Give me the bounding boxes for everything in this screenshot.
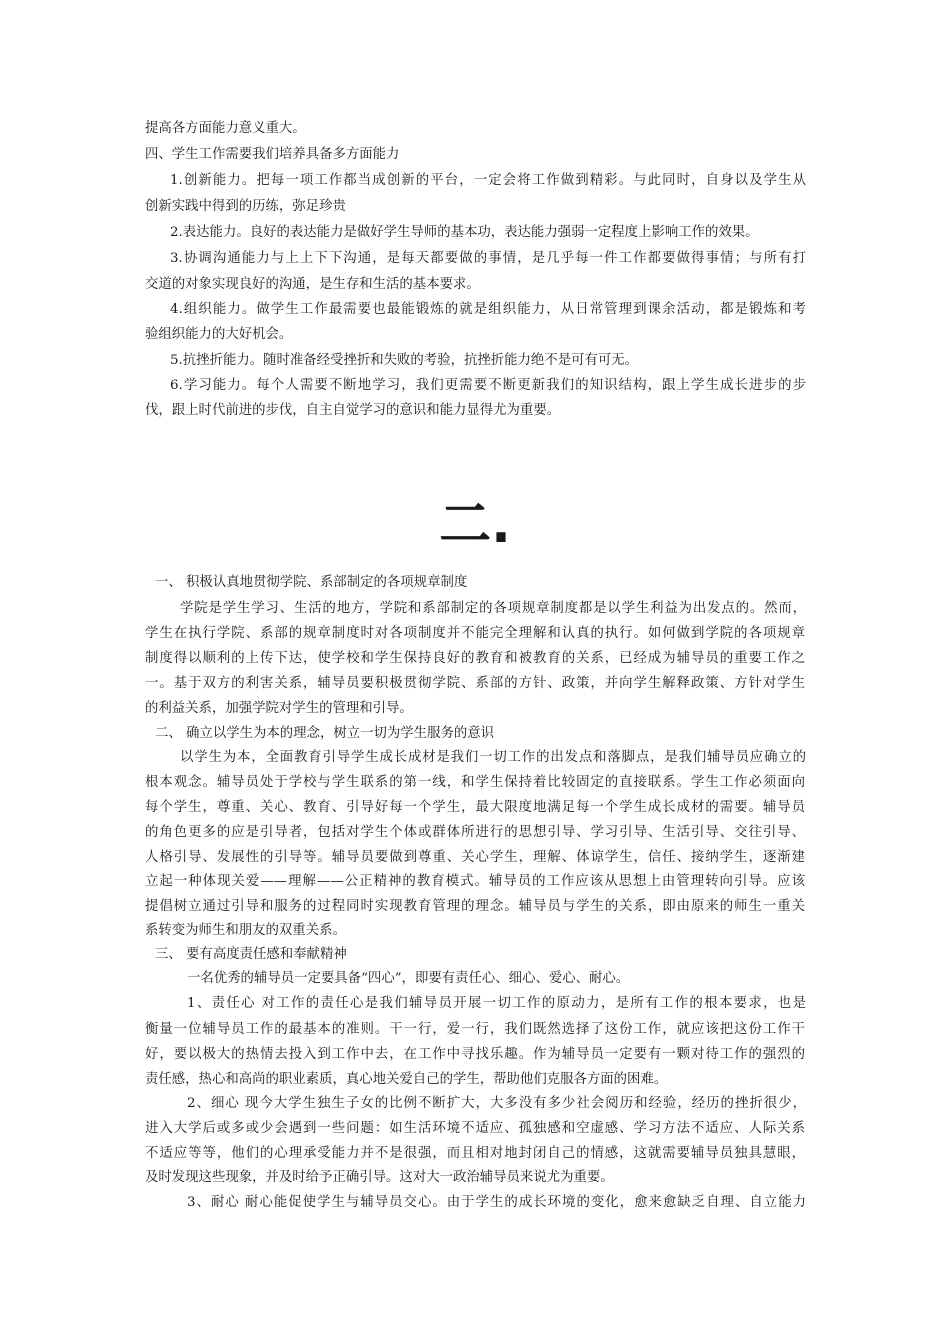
- text-line: 4.组织能力。做学生工作最需要也最能锻炼的就是组织能力，从日常管理到课余活动，都是锻炼和考: [170, 302, 806, 317]
- text-line: 每个学生，尊重、关心、教育、引导好每一个学生，最大限度地满足每一个学生成长成材的需要。辅导员: [145, 800, 805, 815]
- text-line: 3.协调沟通能力与上上下下沟通，是每天都要做的事情，是几乎每一件工作都要做得事情；与所有打: [170, 251, 806, 266]
- text-line: 责任感，热心和高尚的职业素质，真心地关爱自己的学生，帮助他们克服各方面的困难。: [145, 1072, 668, 1087]
- text-line: 学院是学生学习、生活的地方，学院和系部制定的各项规章制度都是以学生利益为出发点的。然而，: [180, 601, 806, 616]
- text-line: 交道的对象实现良好的沟通，是生存和生活的基本要求。: [145, 277, 480, 292]
- text-line: 2、细心 现今大学生独生子女的比例不断扩大，大多没有多少社会阅历和经验，经历的挫折很少，: [187, 1096, 806, 1111]
- section-heading: 四、学生工作需要我们培养具备多方面能力: [145, 147, 400, 162]
- text-line: 系转变为师生和朋友的双重关系。: [145, 923, 346, 938]
- text-line: 进入大学后或多或少会遇到一些问题：如生活环境不适应、孤独感和空虚感、学习方法不适应、人际关系: [145, 1121, 805, 1136]
- text-line: 不适应等等，他们的心理承受能力并不是很强，而且相对地封闭自己的情感，这就需要辅导员独具慧眼，: [145, 1146, 805, 1161]
- text-line: 一。基于双方的利害关系，辅导员要积极贯彻学院、系部的方针、政策，并向学生解释政策、方针对学生: [145, 676, 805, 691]
- text-line: 及时发现这些现象，并及时给予正确引导。这对大一政治辅导员来说尤为重要。: [145, 1170, 614, 1185]
- text-line: 一名优秀的辅导员一定要具备“四心”，即要有责任心、细心、爱心、耐心。: [187, 971, 630, 986]
- section-heading: 一、 积极认真地贯彻学院、系部制定的各项规章制度: [155, 575, 468, 590]
- text-line: 1、责任心 对工作的责任心是我们辅导员开展一切工作的原动力，是所有工作的根本要求，也是: [187, 996, 806, 1011]
- text-line: 的角色更多的应是引导者，包括对学生个体或群体所进行的思想引导、学习引导、生活引导、交往引导、: [145, 825, 805, 840]
- text-line: 提高各方面能力意义重大。: [145, 121, 306, 136]
- text-line: 以学生为本，全面教育引导学生成长成材是我们一切工作的出发点和落脚点，是我们辅导员应确立的: [180, 750, 806, 765]
- text-line: 的利益关系，加强学院对学生的管理和引导。: [145, 701, 413, 716]
- text-line: 伐，跟上时代前进的步伐，自主自觉学习的意识和能力显得尤为重要。: [145, 403, 561, 418]
- text-line: 立起一种体现关爱——理解——公正精神的教育模式。辅导员的工作应该从思想上由管理转向引导。应该: [145, 874, 805, 889]
- text-line: 提倡树立通过引导和服务的过程同时实现教育管理的理念。辅导员与学生的关系，即由原来的师生一重关: [145, 899, 805, 914]
- text-line: 学生在执行学院、系部的规章制度时对各项制度并不能完全理解和认真的执行。如何做到学院的各项规章: [145, 626, 805, 641]
- section-title: 二.: [439, 495, 511, 555]
- text-line: 2.表达能力。良好的表达能力是做好学生导师的基本功，表达能力强弱一定程度上影响工作的效果。: [170, 225, 759, 240]
- text-line: 创新实践中得到的历练，弥足珍贵: [145, 199, 346, 214]
- text-line: 1.创新能力。把每一项工作都当成创新的平台，一定会将工作做到精彩。与此同时，自身以及学生从: [170, 173, 806, 188]
- text-line: 验组织能力的大好机会。: [145, 327, 293, 342]
- text-line: 6.学习能力。每个人需要不断地学习，我们更需要不断更新我们的知识结构，跟上学生成长进步的步: [170, 378, 806, 393]
- section-heading: 三、 要有高度责任感和奉献精神: [155, 947, 347, 962]
- text-line: 3、耐心 耐心能促使学生与辅导员交心。由于学生的成长环境的变化，愈来愈缺乏自理、自立能力: [187, 1195, 806, 1210]
- text-line: 根本观念。辅导员处于学校与学生联系的第一线，和学生保持着比较固定的直接联系。学生工作必须面向: [145, 775, 805, 790]
- text-line: 好，要以极大的热情去投入到工作中去，在工作中寻找乐趣。作为辅导员一定要有一颗对待工作的强烈的: [145, 1047, 805, 1062]
- text-line: 人格引导、发展性的引导等。辅导员要做到尊重、关心学生，理解、体谅学生，信任、接纳学生，逐渐建: [145, 850, 805, 865]
- text-line: 5.抗挫折能力。随时准备经受挫折和失败的考验，抗挫折能力绝不是可有可无。: [170, 353, 639, 368]
- text-line: 制度得以顺利的上传下达，使学校和学生保持良好的教育和被教育的关系，已经成为辅导员的重要工作之: [145, 651, 805, 666]
- section-heading: 二、 确立以学生为本的理念，树立一切为学生服务的意识: [155, 726, 495, 741]
- text-line: 衡量一位辅导员工作的最基本的准则。干一行，爱一行，我们既然选择了这份工作，就应该把这份工作干: [145, 1022, 805, 1037]
